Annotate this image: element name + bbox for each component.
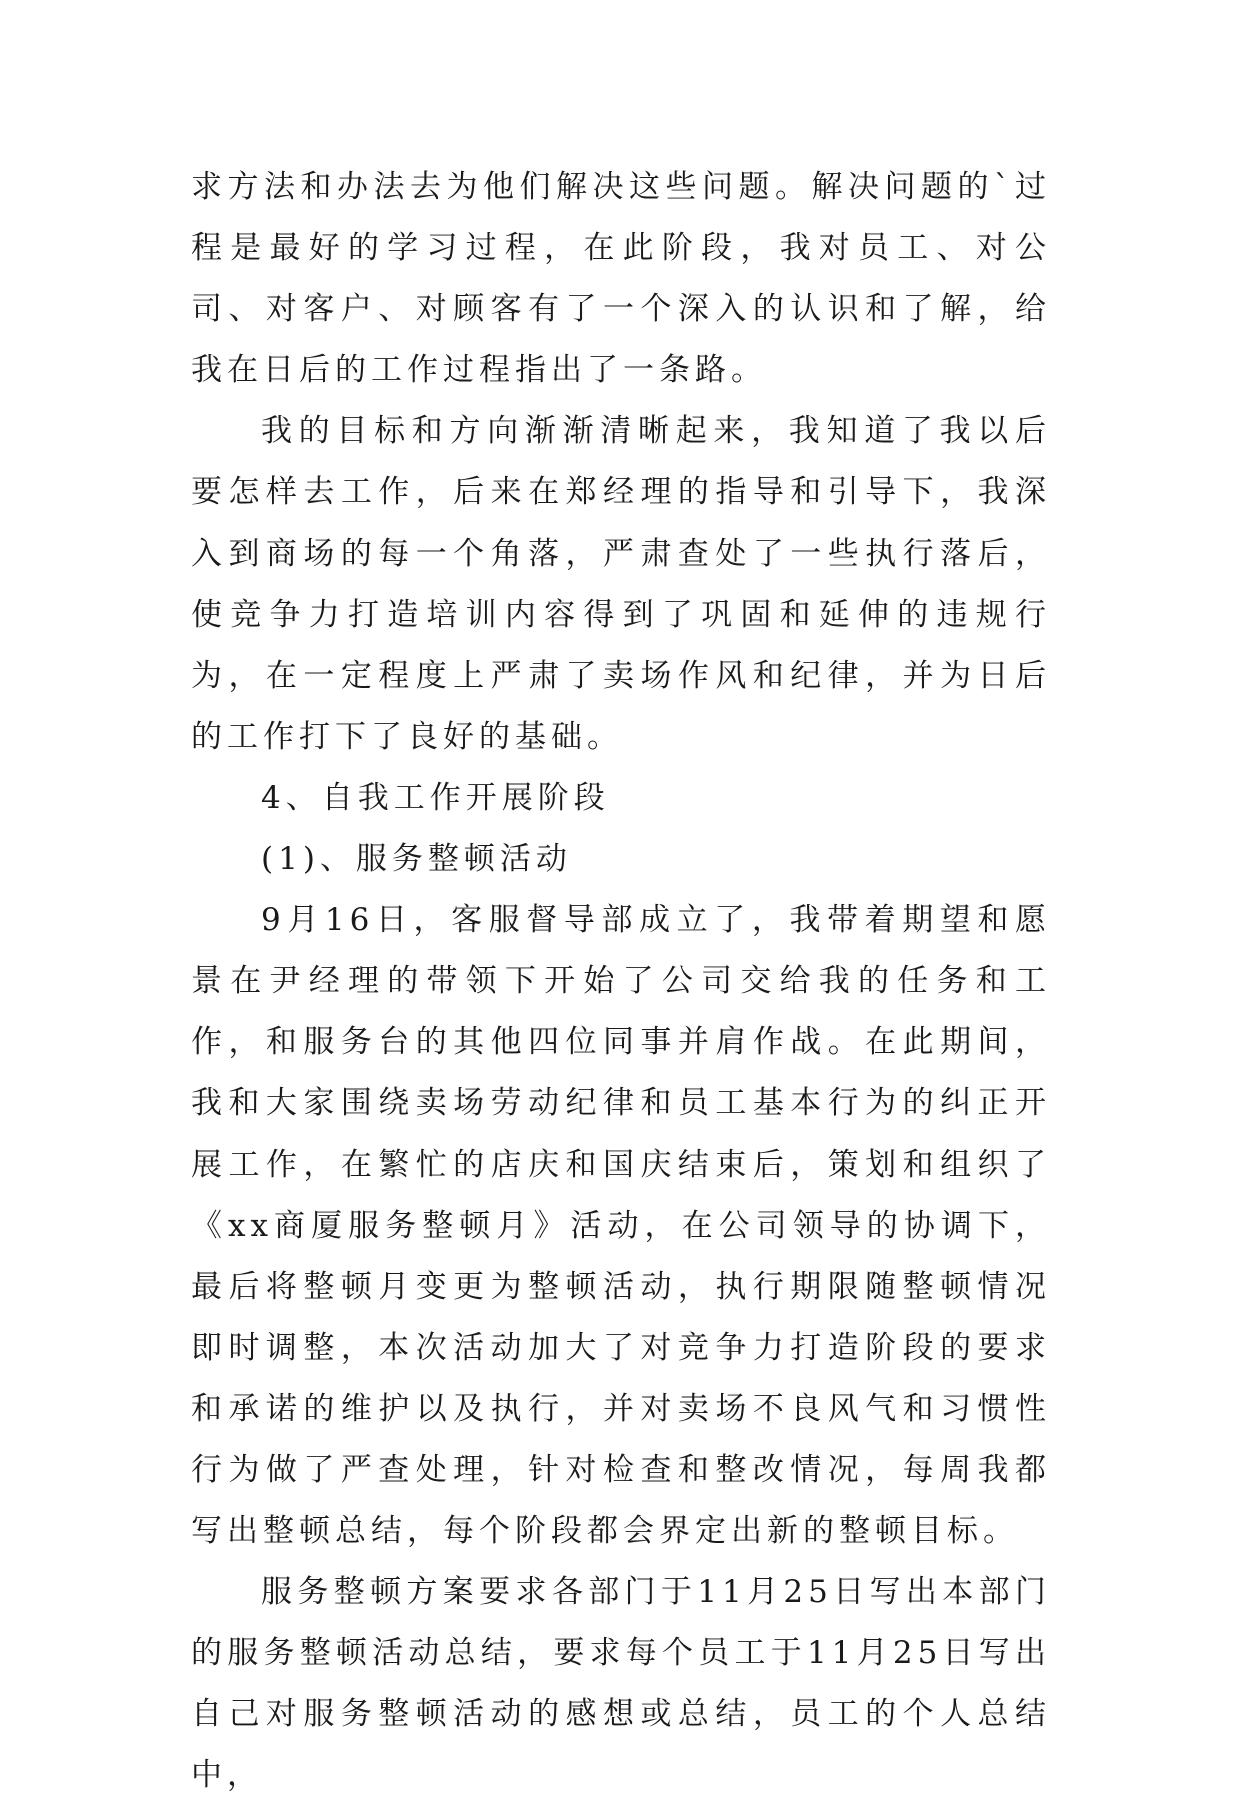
paragraph-rectification-plan: 服务整顿方案要求各部门于11月25日写出本部门的服务整顿活动总结，要求每个员工于11月25日写出自己对服务整顿活动的感想或总结，员工的个人总结中， <box>191 1574 1051 1794</box>
paragraph-department-founded: 9月16日，客服督导部成立了，我带着期望和愿景在尹经理的带领下开始了公司交给我的任务和工作，和服务台的其他四位同事并肩作战。在此期间，我和大家围绕卖场劳动纪律和员工基本行为的纠正开展工作，在繁忙的店庆和国庆结束后，策划和组织了《xx商厦服务整顿月》活动，在公司领导的协调下，最后将整顿月变更为整顿活动，执行期限随整顿情况即时调整，本次活动加大了对竞争力打造阶段的要求和承诺的维护以及执行，并对卖场不良风气和习惯性行为做了严查处理，针对检查和整改情况，每周我都写出整顿总结，每个阶段都会界定出新的整顿目标。 <box>191 902 1051 1550</box>
paragraph-problem-solving: 求方法和办法去为他们解决这些问题。解决问题的`过程是最好的学习过程，在此阶段，我对员工、对公司、对客户、对顾客有了一个深入的认识和了解，给我在日后的工作过程指出了一条路。 <box>191 169 1051 389</box>
paragraph-goals: 我的目标和方向渐渐清晰起来，我知道了我以后要怎样去工作，后来在郑经理的指导和引导下，我深入到商场的每一个角落，严肃查处了一些执行落后，使竞争力打造培训内容得到了巩固和延伸的违规行为，在一定程度上严肃了卖场作风和纪律，并为日后的工作打下了良好的基础。 <box>191 413 1051 755</box>
section-heading-self-work: 4、自我工作开展阶段 <box>261 779 610 816</box>
document-body <box>191 157 1051 1807</box>
subsection-heading-service-rectification: (1)、服务整顿活动 <box>261 841 572 878</box>
